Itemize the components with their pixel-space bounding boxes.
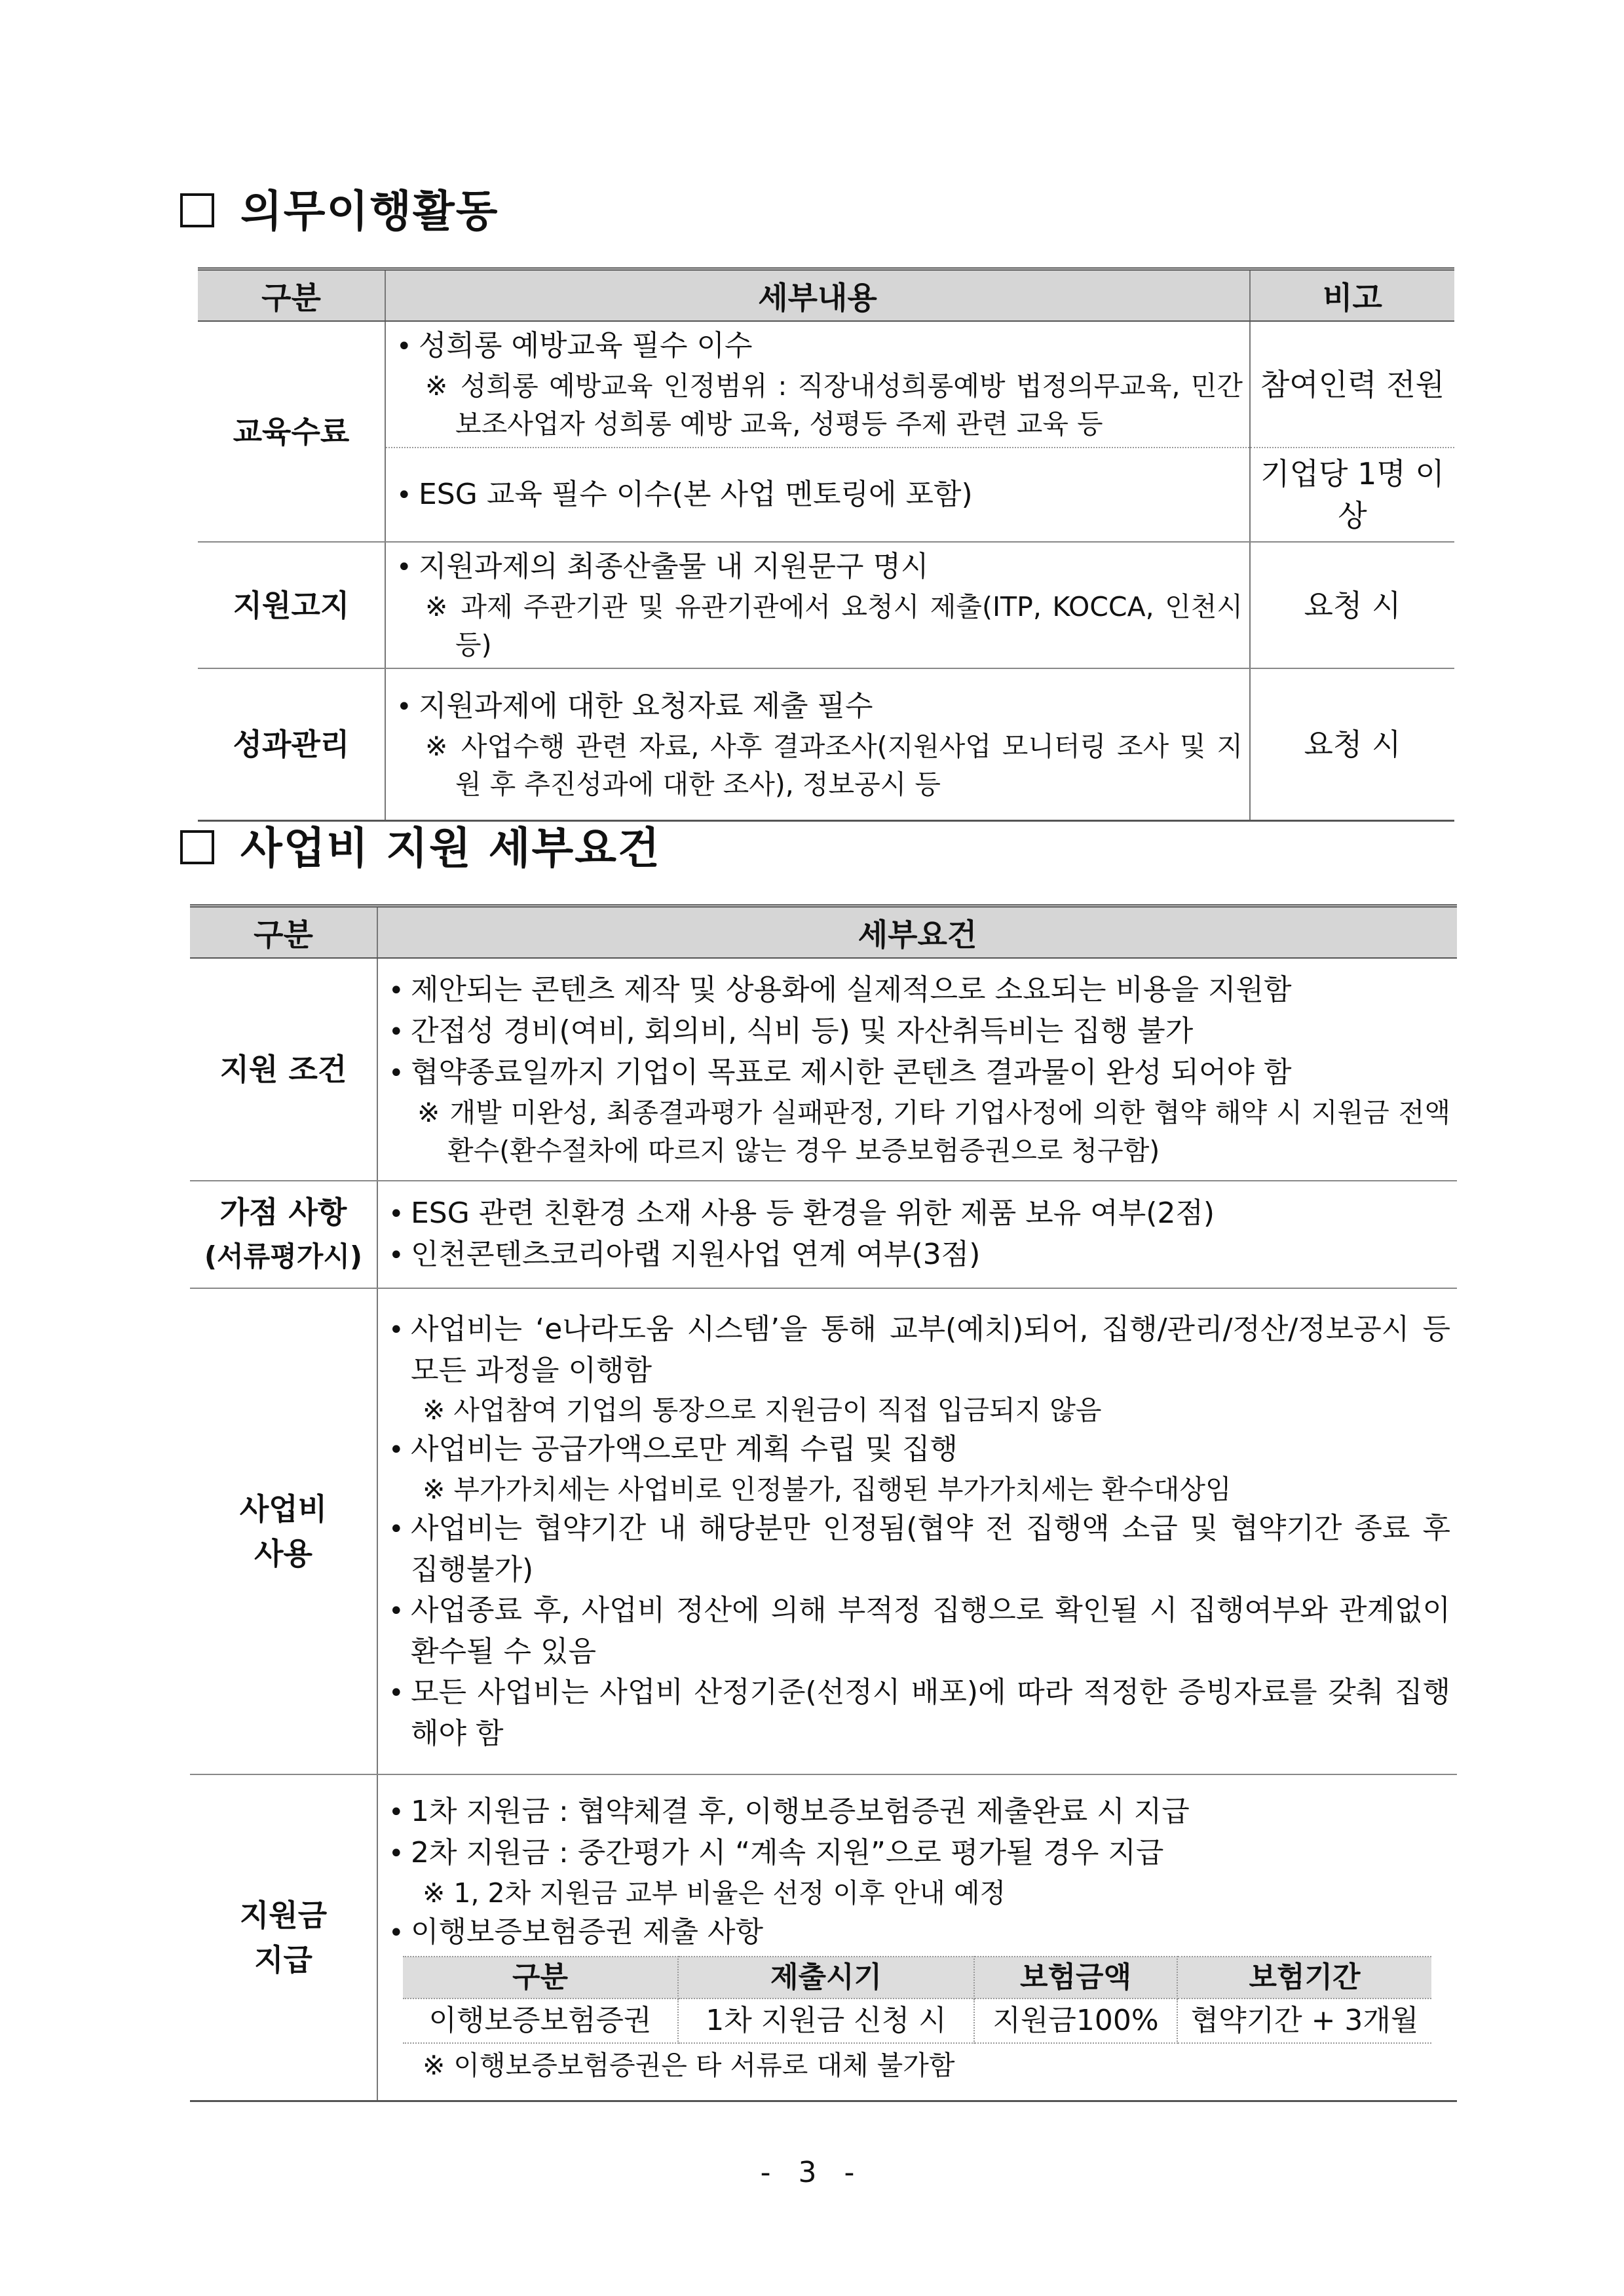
ins-cell-timing: 1차 지원금 신청 시 <box>678 1999 974 2043</box>
list-item: • 이행보증보험증권 제출 사항 <box>388 1912 1450 1953</box>
payment-label-line1: 지원금 <box>239 1898 328 1933</box>
row-label-performance: 성과관리 <box>198 668 385 821</box>
list-item: • 2차 지원금 : 중간평가 시 “계속 지원”으로 평가될 경우 지급 <box>388 1833 1450 1874</box>
budget-use-line1: 사업비 <box>239 1491 328 1527</box>
performance-remark: 요청 시 <box>1250 668 1454 821</box>
ins-cell-amount: 지원금100% <box>974 1999 1177 2043</box>
education-remark-2: 기업당 1명 이상 <box>1250 448 1454 542</box>
payment-label-line2: 지급 <box>254 1942 312 1978</box>
note-item: ※ 부가가치세는 사업비로 인정불가, 집행된 부가가치세는 환수대상임 <box>423 1473 1232 1505</box>
list-item: • 모든 사업비는 사업비 산정기준(선정시 배포)에 따라 적정한 증빙자료를 갖춰 집행해야 함 <box>388 1672 1450 1754</box>
note-item: ※ 사업수행 관련 자료, 사후 결과조사(지원사업 모니터링 조사 및 지원 후 추진성과에 대한 조사), 정보공시 등 <box>425 730 1243 800</box>
row-label-education: 교육수료 <box>198 321 385 542</box>
ins-header-period: 보험기간 <box>1177 1957 1431 1999</box>
list-item: • 지원과제의 최종산출물 내 지원문구 명시 <box>396 546 1243 588</box>
note-item: ※ 사업참여 기업의 통장으로 지원금이 직접 입금되지 않음 <box>423 1394 1102 1426</box>
obligation-table <box>198 267 1454 822</box>
header-requirements: 세부요건 <box>377 906 1457 959</box>
list-item: • 1차 지원금 : 협약체결 후, 이행보증보험증권 제출완료 시 지급 <box>388 1791 1450 1833</box>
page-number: - 3 - <box>760 2156 864 2189</box>
notice-remark: 요청 시 <box>1250 542 1454 668</box>
insurance-table <box>403 1956 1431 2044</box>
row-label-condition: 지원 조건 <box>190 958 377 1181</box>
row-label-budget-use <box>190 1288 377 1774</box>
budget-table <box>190 904 1457 2102</box>
row-label-payment <box>190 1774 377 2101</box>
row-label-bonus <box>190 1181 377 1288</box>
condition-content <box>377 958 1457 1181</box>
list-item: • 간접성 경비(여비, 회의비, 식비 등) 및 자산취득비는 집행 불가 <box>388 1011 1450 1052</box>
list-item: • ESG 교육 필수 이수(본 사업 멘토링에 포함) <box>396 474 1243 516</box>
list-item: • 성희롱 예방교육 필수 이수 <box>396 326 1243 367</box>
header-remarks: 비고 <box>1250 269 1454 322</box>
ins-header-amount: 보험금액 <box>974 1957 1177 1999</box>
list-item: • 인천콘텐츠코리아랩 지원사업 연계 여부(3점) <box>388 1234 1450 1276</box>
bonus-label-line1: 가점 사항 <box>219 1195 347 1230</box>
list-item: • 사업비는 공급가액으로만 계획 수립 및 집행 <box>388 1429 1450 1470</box>
bonus-label-line2: (서류평가시) <box>204 1240 363 1272</box>
payment-content <box>377 1774 1457 2101</box>
checkbox-square-icon <box>180 830 214 864</box>
header-category: 구분 <box>198 269 385 322</box>
notice-content <box>385 542 1250 668</box>
education-remark-1: 참여인력 전원 <box>1260 366 1445 402</box>
list-item: • 사업비는 ‘e나라도움 시스템’을 통해 교부(예치)되어, 집행/관리/정산/정보공시 등 모든 과정을 이행함 <box>388 1309 1450 1391</box>
table-row <box>403 1999 1431 2043</box>
ins-header-category: 구분 <box>403 1957 678 1999</box>
bonus-content <box>377 1181 1457 1288</box>
ins-cell-category: 이행보증보험증권 <box>403 1999 678 2043</box>
section1-title: 의무이행활동 <box>180 190 499 233</box>
list-item: • 사업비는 협약기간 내 해당분만 인정됨(협약 전 집행액 소급 및 협약기간 종료 후 집행불가) <box>388 1508 1450 1590</box>
esg-content <box>385 448 1250 542</box>
row-label-notice: 지원고지 <box>198 542 385 668</box>
list-item: • 제안되는 콘텐츠 제작 및 상용화에 실제적으로 소요되는 비용을 지원함 <box>388 970 1450 1011</box>
note-item: ※ 개발 미완성, 최종결과평가 실패판정, 기타 기업사정에 의한 협약 해약 시 지원금 전액 환수(환수절차에 따르지 않는 경우 보증보험증권으로 청구함) <box>417 1096 1450 1166</box>
budget-use-content <box>377 1288 1457 1774</box>
note-item: ※ 과제 주관기관 및 유관기관에서 요청시 제출(ITP, KOCCA, 인천시 등) <box>425 591 1243 660</box>
performance-content <box>385 668 1250 821</box>
education-content <box>385 321 1250 448</box>
list-item: • 지원과제에 대한 요청자료 제출 필수 <box>396 686 1243 727</box>
section2-title: 사업비 지원 세부요건 <box>180 827 661 870</box>
budget-use-line2: 사용 <box>254 1536 312 1571</box>
list-item: • 사업종료 후, 사업비 정산에 의해 부적정 집행으로 확인될 시 집행여부와 관계없이 환수될 수 있음 <box>388 1590 1450 1672</box>
list-item: • ESG 관련 친환경 소재 사용 등 환경을 위한 제품 보유 여부(2점) <box>388 1193 1450 1234</box>
note-item: ※ 1, 2차 지원금 교부 비율은 선정 이후 안내 예정 <box>423 1877 1006 1909</box>
note-item: ※ 이행보증보험증권은 타 서류로 대체 불가함 <box>423 2049 955 2081</box>
checkbox-square-icon <box>180 193 214 227</box>
list-item: • 협약종료일까지 기업이 목표로 제시한 콘텐츠 결과물이 완성 되어야 함 <box>388 1052 1450 1094</box>
ins-cell-period: 협약기간 + 3개월 <box>1177 1999 1431 2043</box>
ins-header-timing: 제출시기 <box>678 1957 974 1999</box>
header-category: 구분 <box>190 906 377 959</box>
header-details: 세부내용 <box>385 269 1250 322</box>
note-item: ※ 성희롱 예방교육 인정범위 : 직장내성희롱예방 법정의무교육, 민간보조사업자 성희롱 예방 교육, 성평등 주제 관련 교육 등 <box>425 370 1243 440</box>
